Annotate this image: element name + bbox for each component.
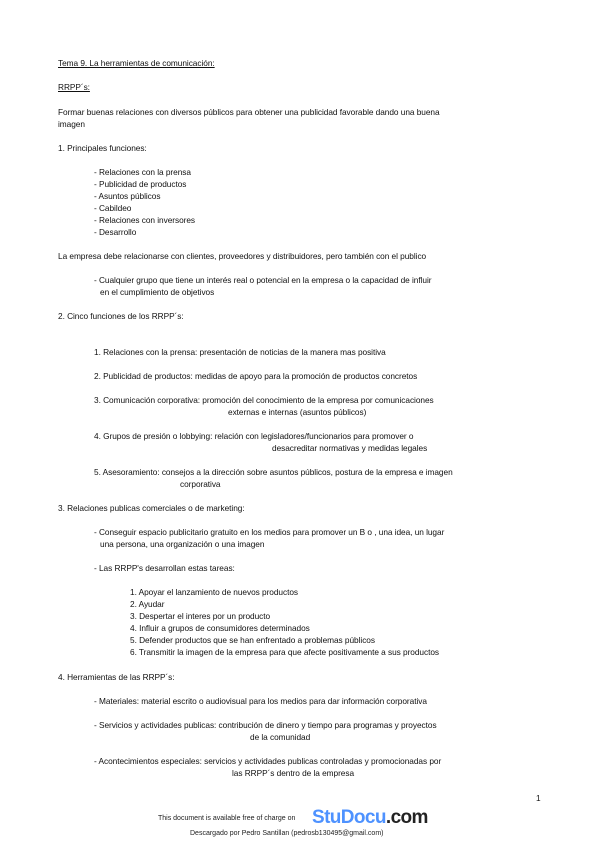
section-3-heading: 3. Relaciones publicas comerciales o de marketing: [58,503,245,513]
list-item: 3. Despertar el interes por un producto [130,611,271,621]
list-item: - Relaciones con inversores [94,215,196,225]
list-item: - Relaciones con la prensa [94,167,191,177]
list-item: 3. Comunicación corporativa: promoción del conocimiento de la empresa por comunicaciones [94,395,434,405]
list-item: 2. Ayudar [130,599,165,609]
list-item: - Asuntos públicos [94,191,161,201]
list-item: 4. Grupos de presión o lobbying: relación con legisladores/funcionarios para promover o [94,431,414,441]
list-item: 4. Influir a grupos de consumidores determinados [130,623,310,633]
intro-line-1: Formar buenas relaciones con diversos públicos para obtener una publicidad favorable dando una buena [58,107,440,117]
list-item: 2. Publicidad de productos: medidas de apoyo para la promoción de productos concretos [94,371,418,381]
section-1-sub-line-2: en el cumplimiento de objetivos [100,287,215,297]
logo-text-domain: .com [385,807,428,828]
footer-download-text: Descargado por Pedro Santillan (pedrosb130495@gmail.com) [190,830,384,837]
list-item-continuation: externas e internas (asuntos públicos) [228,407,367,417]
logo-text-main: StuDocu [312,807,386,828]
list-item: - Publicidad de productos [94,179,187,189]
list-item: - Materiales: material escrito o audiovisual para los medios para dar información corporativa [94,696,427,706]
section-3-sub-line-2: una persona, una organización o una imagen [100,539,265,549]
list-item: 5. Defender productos que se han enfrentado a problemas públicos [130,635,375,645]
page-number: 1 [536,793,541,803]
section-1-sub-line-1: - Cualquier grupo que tiene un interés real o potencial en la empresa o la capacidad de influir [94,275,432,285]
list-item: - Cabildeo [94,203,132,213]
list-item: 6. Transmitir la imagen de la empresa para que afecte positivamente a sus productos [130,647,439,657]
section-3-tasks-heading: - Las RRPP's desarrollan estas tareas: [94,563,235,573]
section-4-heading: 4. Herramientas de las RRPP´s: [58,672,175,682]
list-item-continuation: desacreditar normativas y medidas legales [272,443,428,453]
studocu-logo[interactable] [312,807,428,829]
list-item-continuation: las RRPP´s dentro de la empresa [232,768,355,778]
list-item: 5. Asesoramiento: consejos a la dirección sobre asuntos públicos, postura de la empresa e imagen [94,467,453,477]
list-item: - Desarrollo [94,227,137,237]
intro-line-2: imagen [58,119,85,129]
section-2-heading: 2. Cinco funciones de los RRPP´s: [58,311,184,321]
list-item-continuation: de la comunidad [250,732,311,742]
list-item: - Acontecimientos especiales: servicios y actividades publicas controladas y promocionadas por [94,756,442,766]
section-1-note: La empresa debe relacionarse con clientes, proveedores y distribuidores, pero también con el publico [58,251,427,261]
doc-title: Tema 9. La herramientas de comunicación: [58,58,215,68]
section-3-sub-line-1: - Conseguir espacio publicitario gratuito en los medios para promover un B o , una idea, un lugar [94,527,445,537]
list-item-continuation: corporativa [180,479,221,489]
footer-availability-text: This document is available free of charge on [158,815,296,822]
section-1-heading: 1. Principales funciones: [58,143,147,153]
doc-subtitle: RRPP´s: [58,82,90,92]
list-item: 1. Relaciones con la prensa: presentación de noticias de la manera mas positiva [94,347,386,357]
list-item: - Servicios y actividades publicas: contribución de dinero y tiempo para programas y proyectos [94,720,437,730]
list-item: 1. Apoyar el lanzamiento de nuevos productos [130,587,298,597]
